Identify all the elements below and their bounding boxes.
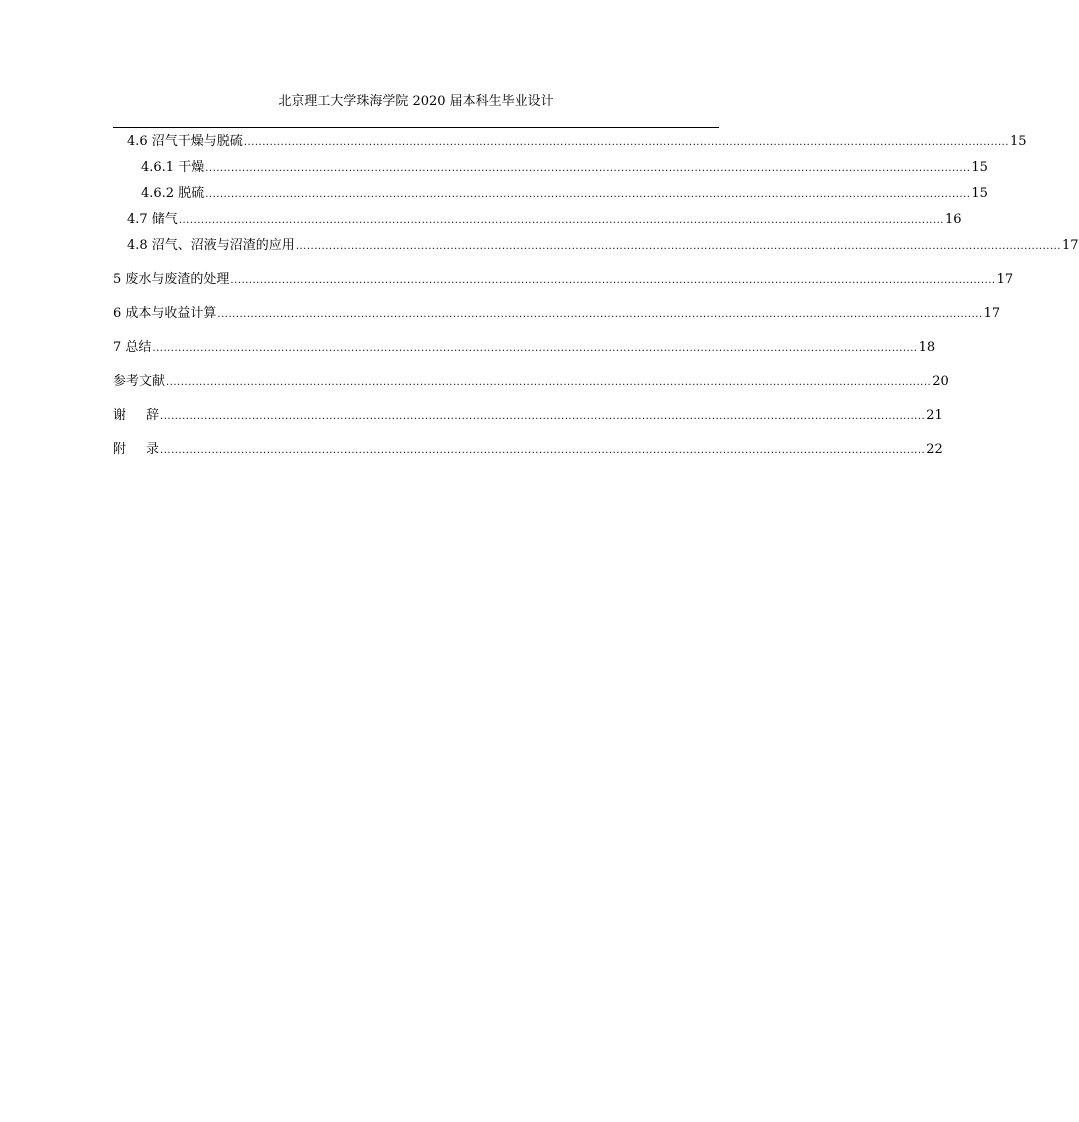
toc-entry-label-char: 附 (113, 442, 127, 457)
toc-entry-label: 4.8 沼气、沼液与沼渣的应用 (127, 238, 295, 253)
toc-leader-dots: ................................................................................................................................................................................................................ (160, 411, 926, 422)
toc-entry-references[interactable] (113, 373, 949, 391)
toc-entry-4-7[interactable] (127, 211, 962, 229)
toc-entry-4-8[interactable] (127, 237, 1079, 255)
toc-entry-6[interactable] (113, 305, 1001, 323)
toc-page-number: 15 (1009, 134, 1027, 149)
toc-leader-dots: ................................................................................................................................................................................................................ (205, 189, 971, 200)
toc-entry-4-6-2[interactable] (141, 185, 988, 203)
toc-page-number: 17 (996, 272, 1014, 287)
toc-entry-appendix[interactable] (113, 441, 943, 459)
toc-entry-label: 6 成本与收益计算 (113, 306, 217, 321)
toc-page-number: 17 (1061, 238, 1079, 253)
toc-entry-label (113, 441, 159, 459)
toc-entry-4-6-1[interactable] (141, 159, 988, 177)
toc-entry-label: 4.6 沼气干燥与脱硫 (127, 134, 243, 149)
toc-page-number: 15 (971, 160, 988, 175)
page-header: 北京理工大学珠海学院 2020 届本科生毕业设计 (278, 94, 554, 109)
toc-entry-acknowledgements[interactable] (113, 407, 943, 425)
toc-leader-dots: ................................................................................................................................................................................................................ (243, 137, 1009, 148)
toc-page-number: 21 (926, 408, 943, 423)
toc-leader-dots: ................................................................................................................................................................................................................ (217, 309, 983, 320)
toc-entry-4-6[interactable] (127, 133, 1027, 151)
toc-entry-label: 4.6.2 脱硫 (141, 186, 205, 201)
toc-leader-dots: ................................................................................................................................................................................................................ (152, 343, 918, 354)
toc-leader-dots: ................................................................................................................................................................................................................ (295, 241, 1061, 252)
toc-leader-dots: ................................................................................................................................................................................................................ (160, 445, 926, 456)
toc-page-number: 15 (971, 186, 988, 201)
toc-entry-label: 4.7 储气 (127, 212, 178, 227)
toc-entry-label-char: 录 (146, 442, 160, 457)
toc-entry-label: 参考文献 (113, 374, 166, 389)
toc-entry-label: 7 总结 (113, 340, 152, 355)
toc-leader-dots: ................................................................................................................................................................................................................ (166, 377, 932, 388)
toc-entry-label: 5 废水与废渣的处理 (113, 272, 230, 287)
toc-page-number: 16 (944, 212, 962, 227)
toc-page-number: 22 (926, 442, 943, 457)
toc-page-number: 18 (918, 340, 936, 355)
toc-entry-label (113, 407, 159, 425)
toc-page-number: 20 (932, 374, 949, 389)
header-rule (113, 127, 719, 128)
toc-entry-7[interactable] (113, 339, 936, 357)
toc-entry-5[interactable] (113, 271, 1014, 289)
toc-leader-dots: ................................................................................................................................................................................................................ (205, 163, 971, 174)
toc-entry-label-char: 辞 (146, 408, 160, 423)
toc-page-number: 17 (983, 306, 1001, 321)
toc-leader-dots: ................................................................................................................................................................................................................ (178, 215, 944, 226)
toc-entry-label-char: 谢 (113, 408, 127, 423)
toc-leader-dots: ................................................................................................................................................................................................................ (230, 275, 996, 286)
toc-entry-label: 4.6.1 干燥 (141, 160, 205, 175)
